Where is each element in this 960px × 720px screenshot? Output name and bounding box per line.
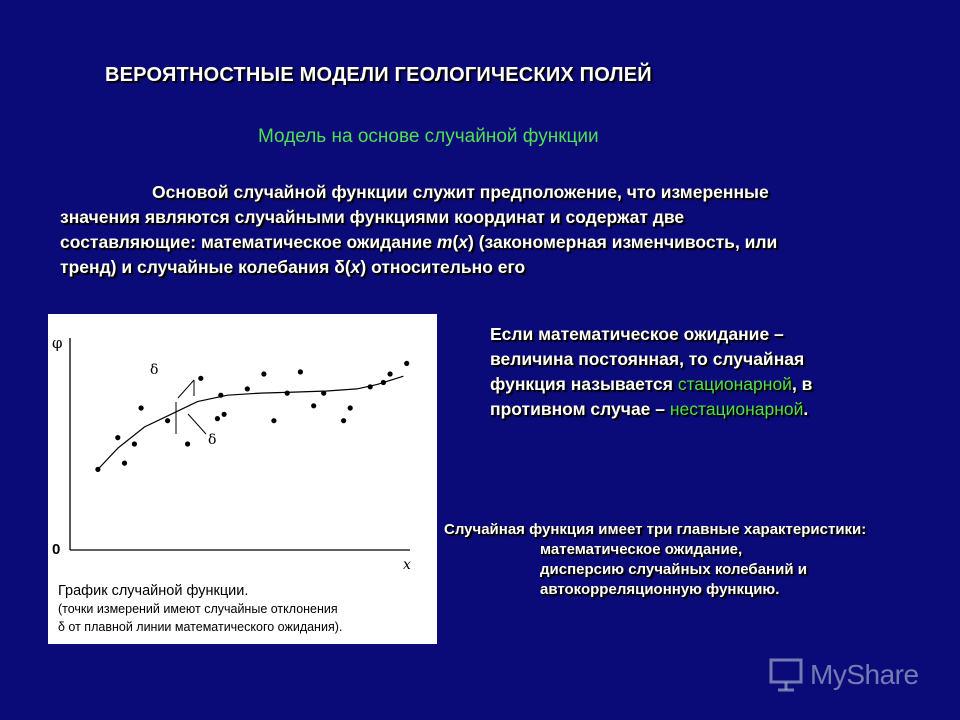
graph-caption: [58, 582, 433, 636]
data-point: [261, 371, 266, 376]
data-point: [122, 461, 127, 466]
term-stationary: стационарной: [677, 374, 792, 394]
data-point: [298, 369, 303, 374]
intro-line-3a: составляющие: математическое ожидание: [60, 232, 437, 252]
data-point: [311, 403, 316, 408]
delta-1-leader: [178, 380, 194, 398]
symbol-delta: δ: [334, 257, 345, 277]
intro-line-3b: (закономерная изменчивость, или: [473, 232, 778, 252]
intro-line-4a: тренд) и случайные колебания: [60, 257, 335, 277]
data-point: [132, 441, 137, 446]
data-point: [341, 418, 346, 423]
data-point: [245, 386, 250, 391]
symbol-x-2: x: [350, 257, 361, 277]
delta-2-leader: [188, 414, 206, 434]
intro-line-1: Основой случайной функции служит предположение, что измеренные: [152, 182, 769, 202]
symbol-m: m: [436, 232, 453, 252]
delta-2-label: δ: [208, 432, 217, 448]
presentation-icon: [768, 657, 804, 693]
random-function-chart: [48, 314, 437, 579]
caption-line-2: (точки измерений имеют случайные отклонения: [58, 602, 338, 616]
data-point: [271, 418, 276, 423]
x-axis-label: x: [403, 557, 411, 573]
characteristic-item: автокорреляционную функцию.: [540, 581, 780, 598]
data-point: [218, 393, 223, 398]
stationary-line-4b: .: [803, 399, 809, 419]
watermark: [768, 655, 948, 695]
data-point: [165, 418, 170, 423]
watermark-text: MySharе: [810, 659, 919, 690]
delta-1-label: δ: [150, 362, 159, 378]
data-point: [139, 405, 144, 410]
slide-title: ВЕРОЯТНОСТНЫЕ МОДЕЛИ ГЕОЛОГИЧЕСКИХ ПОЛЕЙ: [105, 64, 652, 86]
data-point: [368, 384, 373, 389]
stationary-line-2: величина постоянная, то случайная: [490, 349, 805, 369]
stationary-paragraph: [490, 322, 910, 422]
measurement-points: [95, 361, 409, 472]
symbol-x: x: [458, 232, 468, 252]
trend-line: [98, 376, 404, 469]
intro-paragraph: Основой случайной функции служит предположение, что измеренные значения являются случайными функциями координат и содержат две составляющие: математическое ожидание m(x) (закономерная изменчивость, или тренд) и случайные колебания δ(x) относительно его: [60, 182, 778, 277]
chart-axes: [70, 338, 410, 550]
stationary-line-1: Если математическое ожидание –: [490, 324, 784, 344]
data-point: [321, 391, 326, 396]
data-point: [348, 405, 353, 410]
stationary-line-3b: , в: [791, 374, 813, 394]
graph-panel: [48, 314, 437, 644]
data-point: [381, 380, 386, 385]
caption-main: График случайной функции.: [58, 583, 249, 599]
stationary-line-4a: противном случае –: [490, 399, 670, 419]
data-point: [215, 416, 220, 421]
data-point: [115, 435, 120, 440]
data-point: [198, 376, 203, 381]
characteristic-item: математическое ожидание,: [540, 541, 743, 558]
data-point: [222, 412, 227, 417]
characteristic-item: дисперсию случайных колебаний и: [540, 561, 807, 578]
y-axis-label: φ: [52, 334, 63, 352]
intro-line-4b: относительно его: [366, 257, 526, 277]
data-point: [404, 361, 409, 366]
characteristics-block: [444, 520, 944, 600]
slide-subtitle: Модель на основе случайной функции: [258, 126, 599, 147]
stationary-line-3a: функция называется: [490, 374, 678, 394]
data-point: [95, 467, 100, 472]
characteristics-heading: Случайная функция имеет три главные характеристики:: [444, 521, 867, 538]
data-point: [388, 371, 393, 376]
data-point: [185, 441, 190, 446]
term-nonstationary: нестационарной: [669, 399, 804, 419]
intro-line-2: значения являются случайными функциями координат и содержат две: [60, 207, 685, 227]
data-point: [285, 391, 290, 396]
caption-line-3: δ от плавной линии математического ожидания).: [58, 620, 343, 634]
origin-label: 0: [52, 541, 61, 558]
